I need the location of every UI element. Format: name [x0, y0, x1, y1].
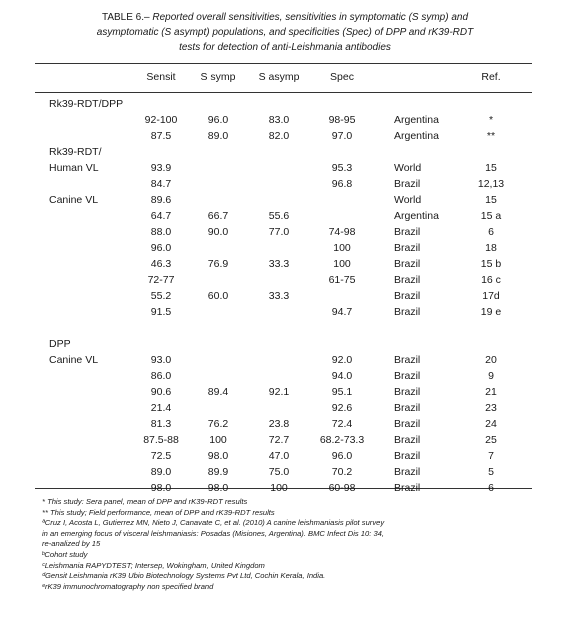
cell-ref: 7 [488, 450, 494, 462]
cell-s-asymp: 55.6 [268, 210, 290, 222]
table-row [35, 433, 532, 449]
table-row [35, 113, 532, 129]
table-row [35, 129, 532, 145]
cell-sensit: 90.6 [150, 386, 172, 398]
cell-sensit: 86.0 [150, 370, 172, 382]
table-row [35, 225, 532, 241]
footnote: ** This study; Field performance, mean of DPP and rK39-RDT results [42, 507, 275, 517]
cell-sensit: 96.0 [150, 242, 172, 254]
cell-region: Brazil [394, 242, 421, 254]
table-top-rule [35, 63, 532, 64]
cell-sensit: 89.6 [150, 194, 172, 206]
cell-s-symp: 98.0 [207, 482, 229, 494]
cell-region: Argentina [394, 210, 439, 222]
cell-ref: 16 c [481, 274, 501, 286]
cell-region: Brazil [394, 274, 421, 286]
cell-ref: 15 [485, 162, 497, 174]
table-row [35, 481, 532, 497]
cell-region: Brazil [394, 258, 421, 270]
cell-s-symp: 76.2 [207, 418, 229, 430]
cell-ref: 6 [488, 226, 494, 238]
cell-ref: 9 [488, 370, 494, 382]
cell-spec: 96.0 [331, 450, 353, 462]
cell-sensit: 55.2 [150, 290, 172, 302]
table-row [35, 145, 532, 161]
cell-sensit: 98.0 [150, 482, 172, 494]
cell-s-symp: 100 [209, 434, 227, 446]
cell-sensit: 87.5 [150, 130, 172, 142]
table-row [35, 289, 532, 305]
footnote: ªCruz I, Acosta L, Gutierrez MN, Nieto J, Canavate C, et al. (2010) A canine leishmaniasis pilot survey [42, 518, 385, 528]
table-row [35, 465, 532, 481]
cell-ref: 20 [485, 354, 497, 366]
cell-region: World [394, 194, 422, 206]
cell-s-asymp: 23.8 [268, 418, 290, 430]
cell-spec: 94.7 [331, 306, 353, 318]
cell-ref: 18 [485, 242, 497, 254]
footnote: * This study: Sera panel, mean of DPP and rK39-RDT results [42, 497, 248, 506]
cell-s-asymp: 82.0 [268, 130, 290, 142]
cell-region: Brazil [394, 370, 421, 382]
cell-sensit: 72-77 [147, 274, 175, 286]
footnote: ᶜLeishmania RAPYDTEST; Intersep, Wokingham, United Kingdom [42, 560, 265, 570]
cell-spec: 100 [333, 258, 351, 270]
cell-s-symp: 90.0 [207, 226, 229, 238]
header-s-symp: S symp [200, 71, 236, 83]
cell-sensit: 64.7 [150, 210, 172, 222]
cell-s-asymp: 77.0 [268, 226, 290, 238]
cell-s-asymp: 92.1 [268, 386, 290, 398]
footnote: ᵇCohort study [42, 549, 88, 559]
caption-line-3: tests for detection of anti-Leishmania antibodies [179, 42, 391, 53]
cell-region: Brazil [394, 450, 421, 462]
cell-spec: 70.2 [331, 466, 353, 478]
cell-region: Argentina [394, 130, 439, 142]
row-label: Rk39-RDT/DPP [49, 98, 124, 110]
cell-s-asymp: 33.3 [268, 258, 290, 270]
row-label: DPP [49, 338, 71, 350]
row-label: Human VL [49, 162, 99, 174]
caption-line-1: TABLE 6.– Reported overall sensitivities, sensitivities in symptomatic (S symp) and [101, 12, 469, 23]
cell-ref: 5 [488, 466, 494, 478]
cell-sensit: 21.4 [150, 402, 172, 414]
cell-spec: 95.3 [331, 162, 353, 174]
table-row [35, 241, 532, 257]
table-row [35, 353, 532, 369]
cell-sensit: 88.0 [150, 226, 172, 238]
table-row [35, 449, 532, 465]
cell-region: Brazil [394, 482, 421, 494]
cell-s-symp: 89.4 [207, 386, 229, 398]
header-ref: Ref. [481, 71, 501, 83]
cell-region: Brazil [394, 418, 421, 430]
caption-label: TABLE 6.– [101, 12, 150, 23]
cell-spec: 92.6 [331, 402, 353, 414]
cell-s-asymp: 100 [270, 482, 288, 494]
cell-ref: 23 [485, 402, 497, 414]
cell-spec: 72.4 [331, 418, 353, 430]
cell-ref: 15 a [480, 210, 502, 222]
footnote: in an emerging focus of visceral leishmaniasis: Posadas (Misiones, Argentina). BMC Infect Dis 10: 34, [42, 528, 385, 538]
cell-ref: 12,13 [477, 178, 505, 190]
cell-sensit: 91.5 [150, 306, 172, 318]
table-row [35, 161, 532, 177]
cell-region: Brazil [394, 386, 421, 398]
footnote: ᵈGensit Leishmania rK39 Ubio Biotechnology Systems Pvt Ltd, Cochin Kerala, India. [42, 571, 326, 581]
table-row [35, 97, 532, 113]
caption-line-2: asymptomatic (S asympt) populations, and specificities (Spec) of DPP and rK39-RDT [96, 27, 474, 38]
row-label: Canine VL [49, 194, 99, 206]
cell-s-symp: 76.9 [207, 258, 229, 270]
cell-s-symp: 98.0 [207, 450, 229, 462]
table-row [35, 417, 532, 433]
table-header-rule [35, 92, 532, 93]
header-sensit: Sensit [146, 71, 176, 83]
row-label: Canine VL [49, 354, 99, 366]
cell-spec: 94.0 [331, 370, 353, 382]
cell-sensit: 87.5-88 [143, 434, 179, 446]
cell-ref: ** [486, 130, 496, 142]
cell-region: Brazil [394, 466, 421, 478]
cell-ref: 17d [482, 290, 500, 302]
table-row [35, 369, 532, 385]
table-body [35, 97, 532, 497]
cell-s-asymp: 33.3 [268, 290, 290, 302]
cell-sensit: 72.5 [150, 450, 172, 462]
table-row [35, 337, 532, 353]
cell-sensit: 89.0 [150, 466, 172, 478]
footnotes [42, 497, 532, 592]
cell-s-asymp: 83.0 [268, 114, 290, 126]
cell-ref: 25 [485, 434, 497, 446]
cell-spec: 100 [333, 242, 351, 254]
cell-spec: 96.8 [331, 178, 353, 190]
cell-spec: 60-98 [328, 482, 356, 494]
cell-s-symp: 60.0 [207, 290, 229, 302]
table-header-row [35, 71, 532, 85]
cell-region: World [394, 162, 422, 174]
cell-ref: 24 [485, 418, 497, 430]
cell-ref: 19 e [480, 306, 502, 318]
cell-sensit: 81.3 [150, 418, 172, 430]
header-spec: Spec [330, 71, 354, 83]
table-row [35, 273, 532, 289]
cell-s-symp: 96.0 [207, 114, 229, 126]
table-row [35, 193, 532, 209]
cell-ref: 15 [485, 194, 497, 206]
cell-ref: * [488, 114, 494, 126]
cell-s-symp: 89.9 [207, 466, 229, 478]
cell-s-asymp: 47.0 [268, 450, 290, 462]
footnote: re-analized by 15 [42, 539, 101, 549]
cell-spec: 68.2-73.3 [319, 434, 365, 446]
table-row [35, 177, 532, 193]
table-row [35, 305, 532, 321]
cell-region: Brazil [394, 226, 421, 238]
cell-ref: 15 b [480, 258, 502, 270]
cell-spec: 98-95 [328, 114, 356, 126]
cell-region: Brazil [394, 434, 421, 446]
cell-spec: 61-75 [328, 274, 356, 286]
table-row [35, 385, 532, 401]
row-label: Rk39-RDT/ [49, 146, 102, 158]
cell-region: Brazil [394, 306, 421, 318]
table-row [35, 257, 532, 273]
cell-region: Brazil [394, 178, 421, 190]
cell-sensit: 84.7 [150, 178, 172, 190]
cell-spec: 92.0 [331, 354, 353, 366]
cell-sensit: 93.9 [150, 162, 172, 174]
cell-ref: 21 [485, 386, 497, 398]
cell-region: Brazil [394, 402, 421, 414]
cell-region: Argentina [394, 114, 439, 126]
cell-sensit: 93.0 [150, 354, 172, 366]
cell-s-symp: 66.7 [207, 210, 229, 222]
cell-region: Brazil [394, 354, 421, 366]
cell-spec: 74-98 [328, 226, 356, 238]
cell-region: Brazil [394, 290, 421, 302]
table-row [35, 321, 532, 337]
cell-spec: 95.1 [331, 386, 353, 398]
cell-s-asymp: 72.7 [268, 434, 290, 446]
footnote: ᵉrK39 immunochromatography non specified brand [42, 581, 214, 591]
cell-ref: 6 [488, 482, 494, 494]
table-row [35, 401, 532, 417]
cell-s-asymp: 75.0 [268, 466, 290, 478]
table-row [35, 209, 532, 225]
cell-spec: 97.0 [331, 130, 353, 142]
cell-sensit: 46.3 [150, 258, 172, 270]
cell-s-symp: 89.0 [207, 130, 229, 142]
table-caption [40, 10, 530, 55]
cell-sensit: 92-100 [144, 114, 178, 126]
header-s-asymp: S asymp [258, 71, 300, 83]
